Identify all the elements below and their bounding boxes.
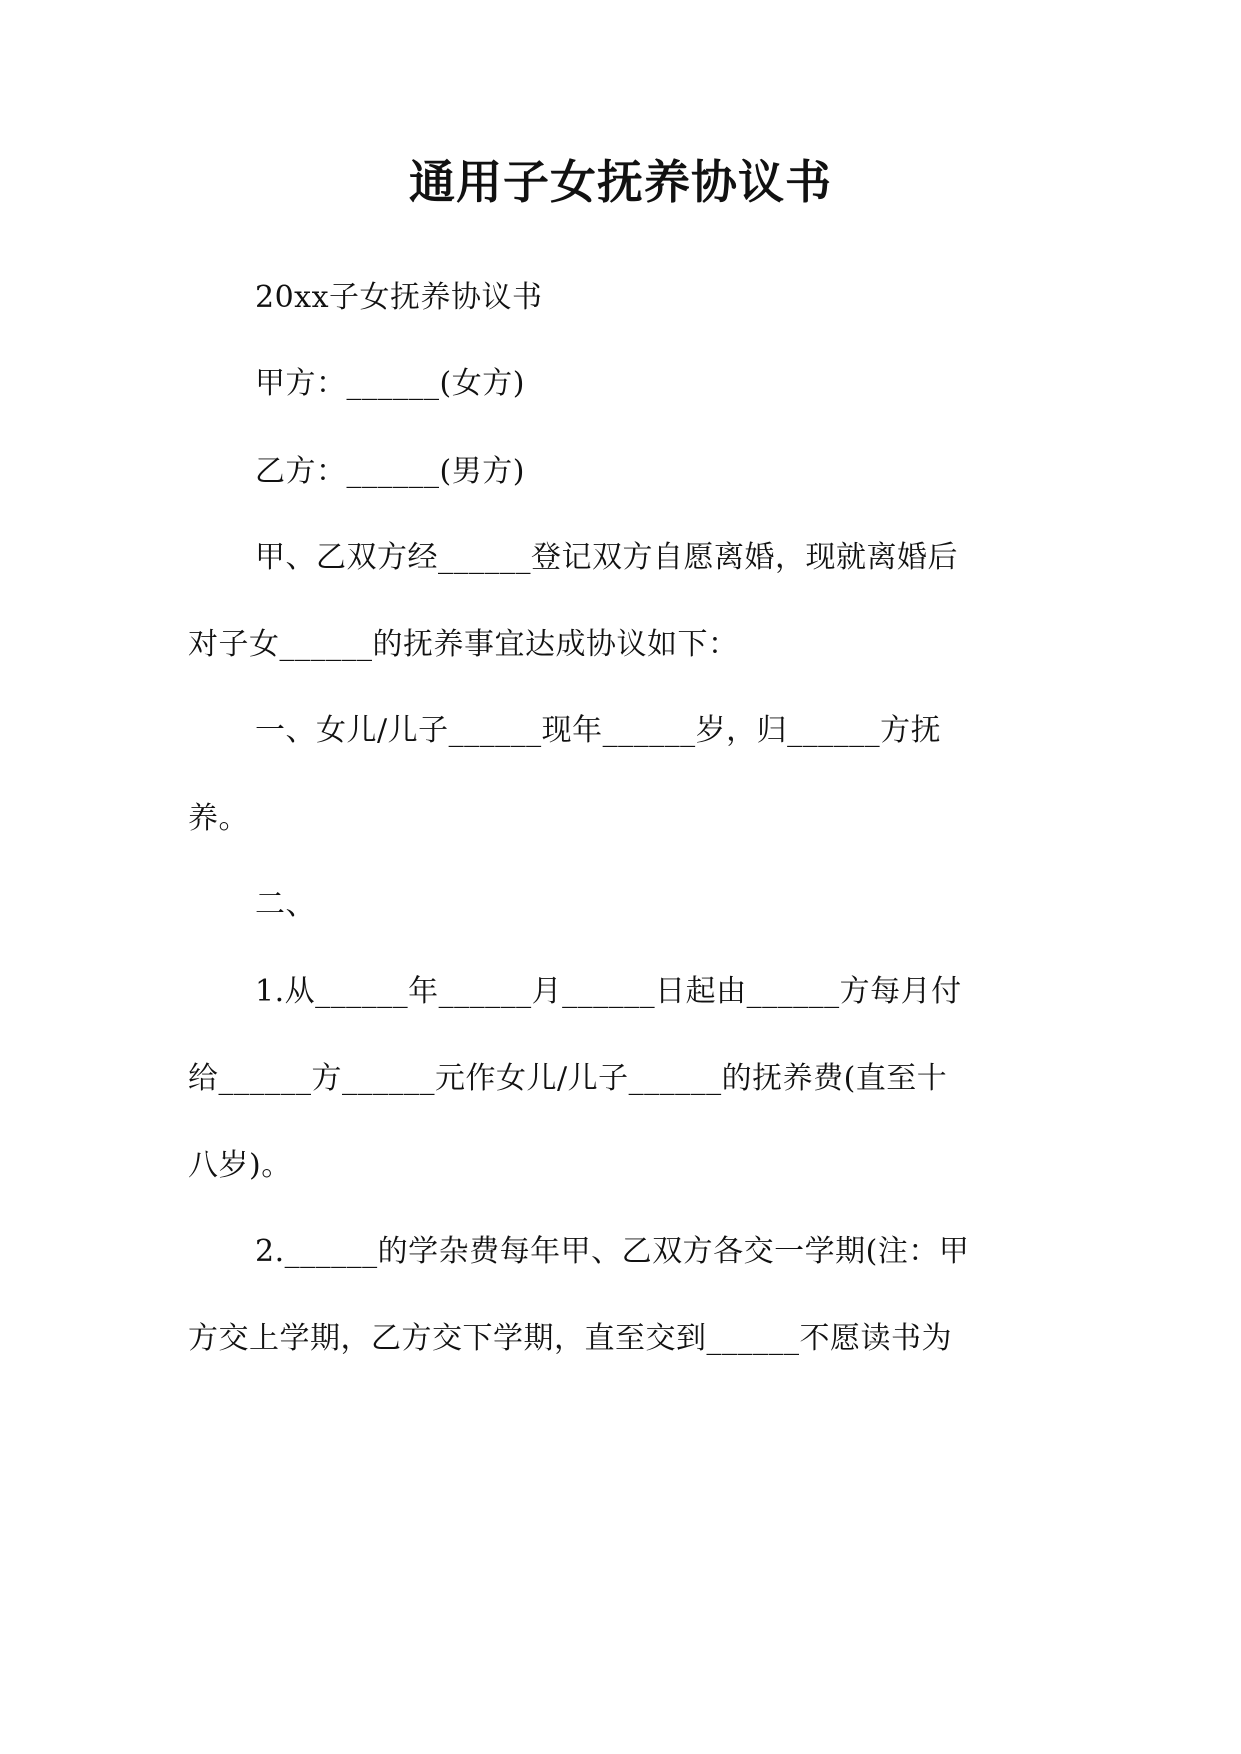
clause-1-line-2: 养。 (188, 801, 249, 836)
clause-2-1-line-3: 八岁)。 (188, 1148, 292, 1183)
party-b-line: 乙方：______(男方) (255, 454, 525, 489)
agreement-subtitle: 20xx子女抚养协议书 (255, 280, 543, 315)
preamble-line-1: 甲、乙双方经______登记双方自愿离婚，现就离婚后 (255, 540, 958, 575)
clause-1-line-1: 一、女儿/儿子______现年______岁，归______方抚 (255, 713, 942, 748)
document-title: 通用子女抚养协议书 (409, 155, 832, 209)
preamble-line-2: 对子女______的抚养事宜达成协议如下： (188, 627, 739, 662)
clause-2-2-line-1: 2.______的学杂费每年甲、乙双方各交一学期(注：甲 (255, 1234, 970, 1269)
clause-2-1-line-1: 1.从______年______月______日起由______方每月付 (255, 974, 962, 1009)
clause-2-heading: 二、 (255, 887, 316, 922)
clause-2-1-line-2: 给______方______元作女儿/儿子______的抚养费(直至十 (188, 1061, 948, 1096)
party-a-line: 甲方：______(女方) (255, 366, 525, 401)
clause-2-2-line-2: 方交上学期，乙方交下学期，直至交到______不愿读书为 (188, 1321, 952, 1356)
